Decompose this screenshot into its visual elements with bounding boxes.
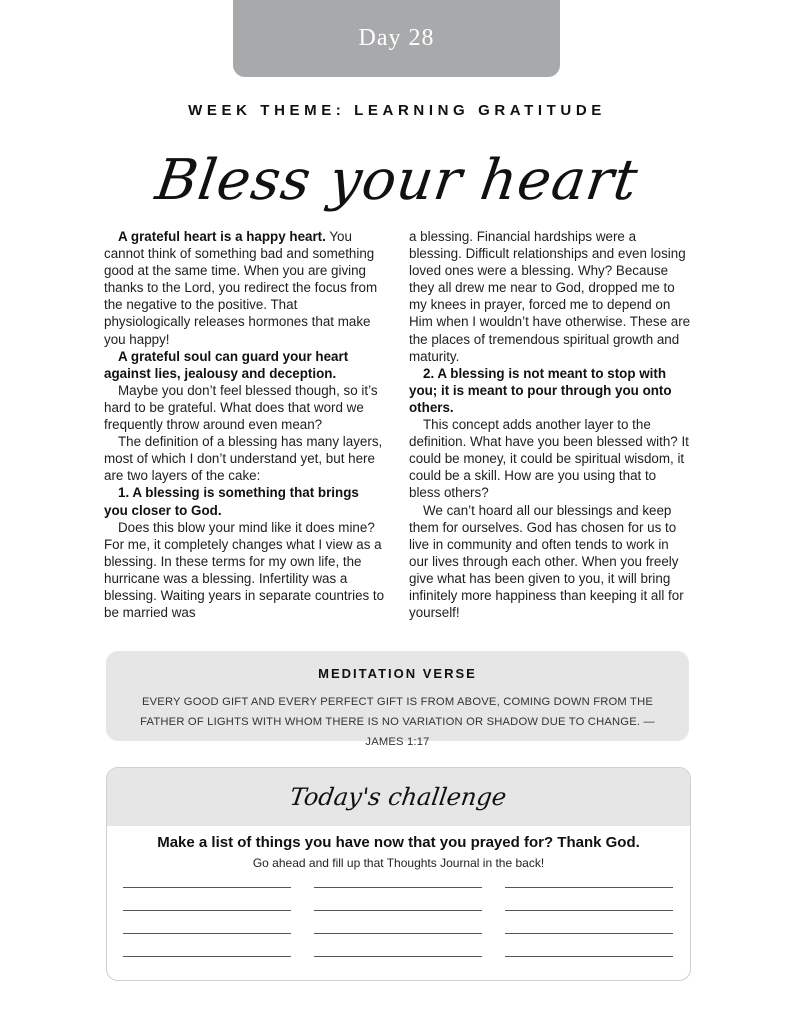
writing-line[interactable] bbox=[123, 910, 291, 911]
paragraph: Maybe you don’t feel blessed though, so it’s hard to be grateful. What does that word we frequently throw around even mean? bbox=[104, 382, 378, 433]
bold-text: A grateful heart is a happy heart. bbox=[118, 229, 326, 244]
challenge-sub: Go ahead and fill up that Thoughts Journal in the back! bbox=[252, 856, 545, 870]
challenge-header bbox=[107, 768, 690, 826]
writing-line[interactable] bbox=[505, 956, 673, 957]
left-column bbox=[104, 228, 386, 621]
paragraph: The definition of a blessing has many layers, most of which I don’t understand yet, but here are two layers of the cake: bbox=[104, 434, 383, 484]
day-label: Day 28 bbox=[358, 25, 435, 51]
paragraph: This concept adds another layer to the definition. What have you been blessed with? It could be money, it could be spiritual wisdom, it could be a skill. How are you using that to bless others? bbox=[409, 417, 689, 501]
day-tab bbox=[233, 0, 560, 77]
bold-text: A grateful soul can guard your heart against lies, jealousy and deception. bbox=[104, 348, 349, 381]
writing-line[interactable] bbox=[505, 933, 673, 934]
week-theme: WEEK THEME: LEARNING GRATITUDE bbox=[188, 102, 606, 119]
writing-line[interactable] bbox=[123, 887, 291, 888]
paragraph: Does this blow your mind like it does mine? For me, it completely changes what I view as a blessing. In these terms for my own life, the hurricane was a blessing. Infertility was a blessing. Waiting years in separate countries to be married was bbox=[104, 519, 385, 621]
writing-line[interactable] bbox=[123, 933, 291, 934]
bold-text: 1. A blessing is something that brings you closer to God. bbox=[104, 485, 359, 518]
writing-line[interactable] bbox=[314, 956, 482, 957]
paragraph bbox=[104, 484, 386, 518]
bold-text: 2. A blessing is not meant to stop with you; it is meant to pour through you onto others. bbox=[409, 365, 672, 415]
page-title: Bless your heart bbox=[151, 148, 643, 213]
writing-line[interactable] bbox=[505, 887, 673, 888]
challenge-main: Make a list of things you have now that you prayed for? Thank God. bbox=[157, 834, 640, 851]
writing-line[interactable] bbox=[505, 910, 673, 911]
paragraph bbox=[104, 348, 386, 382]
paragraph: a blessing. Financial hardships were a blessing. Difficult relationships and even losing loved ones were a blessing. Why? Because they all drew me near to God, dropped me to my knees in prayer, forced me to depend on Him when I wouldn’t have otherwise. These are the places of tremendous spiritual growth and maturity. bbox=[409, 229, 691, 364]
right-column bbox=[409, 228, 691, 621]
meditation-title: MEDITATION VERSE bbox=[318, 666, 477, 681]
challenge-box bbox=[106, 767, 691, 981]
paragraph bbox=[104, 228, 386, 348]
writing-line[interactable] bbox=[314, 887, 482, 888]
writing-line[interactable] bbox=[314, 933, 482, 934]
writing-line[interactable] bbox=[314, 910, 482, 911]
writing-line[interactable] bbox=[123, 956, 291, 957]
paragraph: We can’t hoard all our blessings and keep them for ourselves. God has chosen for us to live in community and often tends to work in our lives through each other. When you freely give what has been given to you, it will bring infinitely more happiness than keeping it all for yourself! bbox=[409, 502, 684, 621]
meditation-text: EVERY GOOD GIFT AND EVERY PERFECT GIFT IS FROM ABOVE, COMING DOWN FROM THE FATHER OF LIGHTS WITH WHOM THERE IS NO VARIATION OR SHADOW DUE TO CHANGE. — JAMES 1:17 bbox=[140, 696, 655, 748]
challenge-title: Today's challenge bbox=[288, 783, 509, 811]
meditation-verse-box bbox=[106, 651, 689, 748]
paragraph bbox=[409, 365, 691, 416]
body-text: You cannot think of something bad and something good at the same time. When you are giving thanks to the Lord, you redirect the focus from the negative to the positive. That physiologically releases hormones that make you happy! bbox=[104, 229, 378, 347]
